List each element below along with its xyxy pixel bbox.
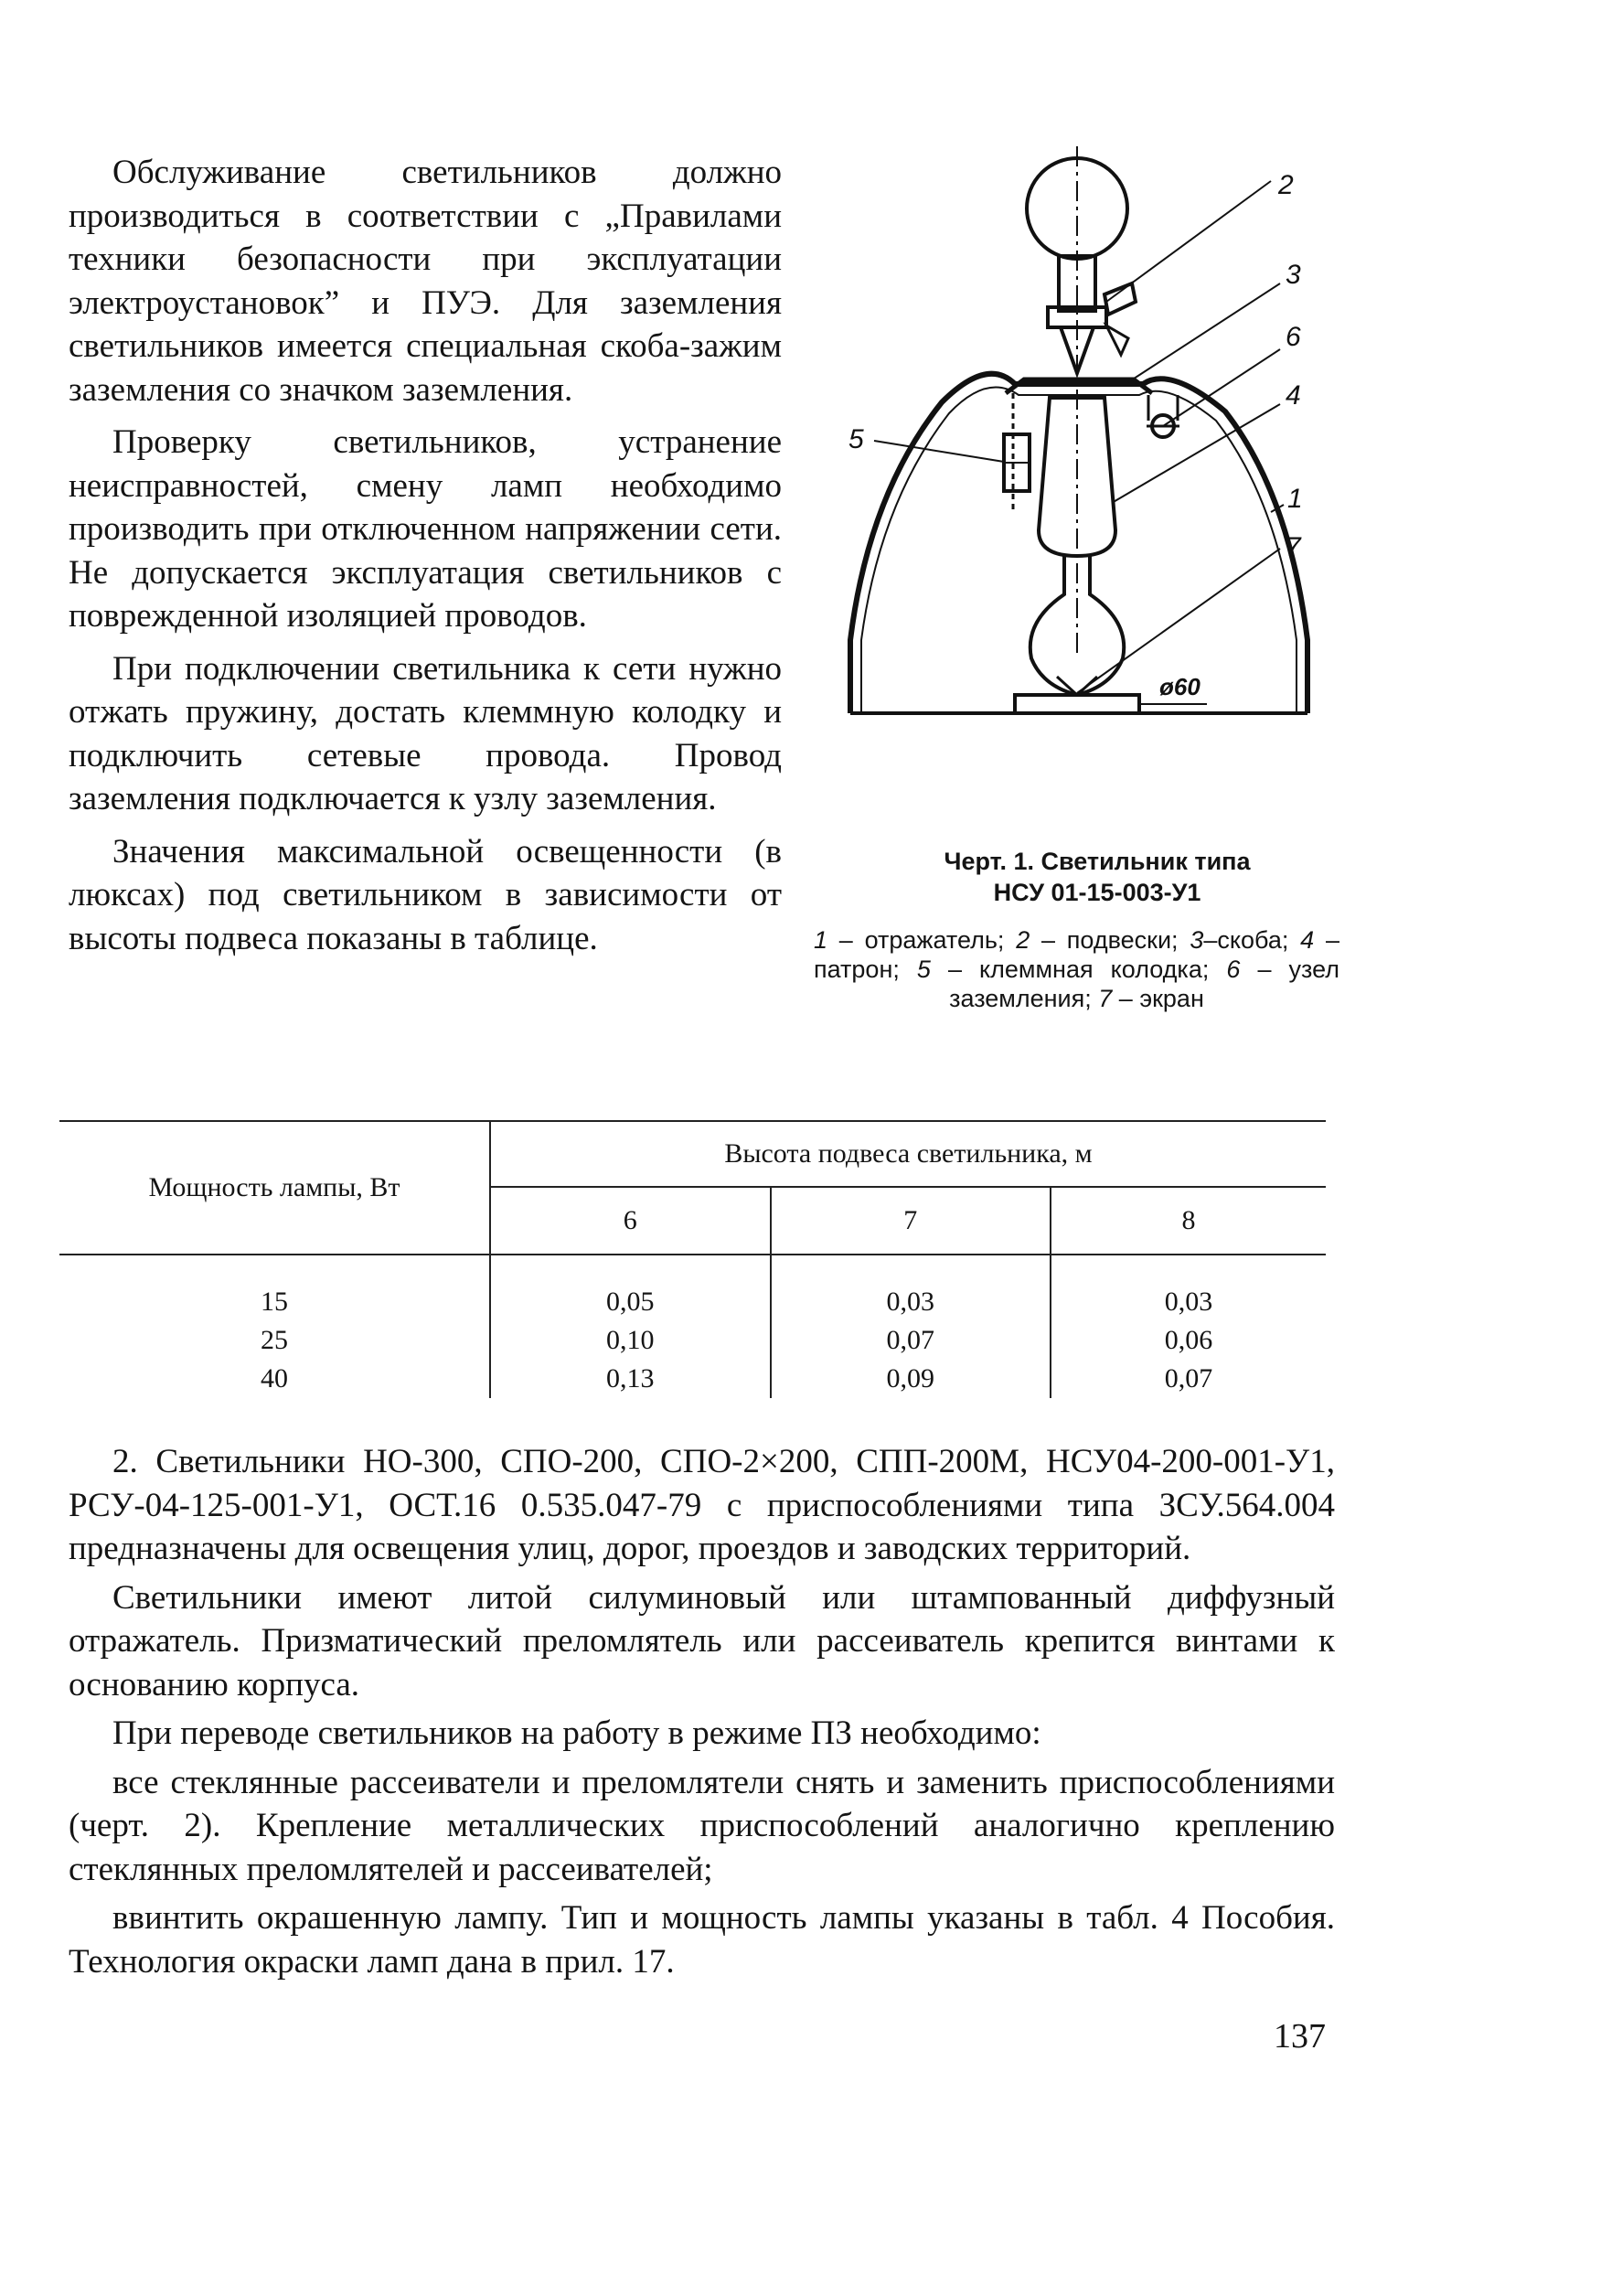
paragraph-painted-lamp: ввинтить окрашенную лампу. Тип и мощность лампы указаны в табл. 4 Пособия. Технология окраски ламп дана в прил. 17. bbox=[69, 1899, 1335, 1981]
legend-text-6: – узел заземления; bbox=[949, 956, 1339, 1012]
illuminance-table bbox=[59, 1120, 1326, 1398]
value-cell: 0,13 bbox=[490, 1360, 771, 1398]
luminaire-svg bbox=[841, 146, 1353, 732]
dimension-label: ø60 bbox=[1159, 673, 1200, 700]
left-text-column bbox=[69, 151, 782, 969]
value-cell: 0,10 bbox=[490, 1321, 771, 1360]
reflector-inner bbox=[861, 388, 1297, 711]
legend-num-2: 2 bbox=[1016, 926, 1030, 954]
bottom-text bbox=[69, 1440, 1335, 1989]
paragraph-reflector: Светильники имеют литой силуминовый или штампованный диффузный отражатель. Призматический преломлятель или рассеиватель крепится винтами к основанию корпуса. bbox=[69, 1578, 1335, 1703]
legend-num-3: 3 bbox=[1190, 926, 1204, 954]
height-header-6: 6 bbox=[490, 1187, 771, 1255]
callout-2: 2 bbox=[1278, 170, 1294, 200]
legend-num-4: 4 bbox=[1300, 926, 1315, 954]
legend-num-5: 5 bbox=[916, 956, 931, 983]
paragraph-maintenance: Обслуживание светильников должно производиться в соответствии с „Правилами техники безопасности при эксплуатации электроустановок” и ПУЭ. Для заземления светильников имеется специальная скоба-зажим заземления со значком заземления. bbox=[69, 154, 782, 409]
leader-2 bbox=[1106, 181, 1271, 302]
callout-5: 5 bbox=[848, 424, 864, 454]
callout-7: 7 bbox=[1286, 532, 1301, 562]
figure-legend bbox=[814, 925, 1339, 1013]
legend-text-7: – экран bbox=[1112, 985, 1204, 1012]
paragraph-connection: При подключении светильника к сети нужно отжать пружину, достать клеммную колодку и подключить сетевые провода. Провод заземления подключается к узлу заземления. bbox=[69, 649, 782, 817]
value-cell: 0,07 bbox=[1051, 1360, 1326, 1398]
legend-text-2: – подвески; bbox=[1030, 926, 1190, 954]
leader-3 bbox=[1128, 283, 1280, 382]
value-cell: 0,03 bbox=[771, 1255, 1051, 1321]
paragraph-pz-mode: При переводе светильников на работу в режиме ПЗ необходимо: bbox=[112, 1714, 1041, 1752]
luminaire-drawing bbox=[841, 146, 1353, 732]
wing-screw-lower bbox=[1106, 326, 1128, 355]
paragraph-illuminance: Значения максимальной освещенности (в люксах) под светильником в зависимости от высоты подвеса показаны в таблице. bbox=[69, 832, 782, 957]
leader-7 bbox=[1077, 549, 1280, 693]
legend-text-5: – клеммная колодка; bbox=[930, 956, 1227, 983]
power-cell: 40 bbox=[261, 1363, 288, 1394]
figure-caption bbox=[814, 846, 1381, 908]
paragraph-luminaires-list: 2. Светильники НО-300, СПО-200, СПО-2×200, СПП-200М, НСУ04-200-001-У1, РСУ-04-125-001-У1, ОСТ.16 0.535.047-79 с приспособлениями типа ЗСУ.564.004 предназначены для освещения улиц, дорог, проездов и заводских территорий. bbox=[69, 1443, 1335, 1567]
callout-3: 3 bbox=[1286, 260, 1301, 290]
power-cell: 15 bbox=[261, 1287, 288, 1317]
legend-text-1: – отражатель; bbox=[827, 926, 1017, 954]
callout-6: 6 bbox=[1286, 322, 1301, 352]
value-cell: 0,06 bbox=[1051, 1321, 1326, 1360]
value-cell: 0,09 bbox=[771, 1360, 1051, 1398]
legend-text-3: –скоба; bbox=[1203, 926, 1301, 954]
power-column-header: Мощность лампы, Вт bbox=[59, 1121, 490, 1255]
table-row bbox=[59, 1360, 1326, 1398]
paragraph-replace-diffusers: все стеклянные рассеиватели и преломлятели снять и заменить приспособлениями (черт. 2). Крепление металлических приспособлений аналогично креплению стеклянных преломлятелей и рассеивателей; bbox=[69, 1763, 1335, 1888]
height-group-header: Высота подвеса светильника, м bbox=[490, 1121, 1326, 1187]
legend-num-6: 6 bbox=[1226, 956, 1241, 983]
legend-num-7: 7 bbox=[1098, 985, 1113, 1012]
height-header-8: 8 bbox=[1051, 1187, 1326, 1255]
value-cell: 0,03 bbox=[1051, 1255, 1326, 1321]
legend-num-1: 1 bbox=[814, 926, 828, 954]
reflector-icon bbox=[850, 374, 1307, 713]
page-number: 137 bbox=[1274, 2017, 1326, 2056]
height-header-7: 7 bbox=[771, 1187, 1051, 1255]
legend-text-4: – патрон; bbox=[814, 926, 1339, 983]
callout-4: 4 bbox=[1286, 380, 1301, 411]
leader-5 bbox=[874, 441, 1004, 462]
value-cell: 0,07 bbox=[771, 1321, 1051, 1360]
paragraph-inspection: Проверку светильников, устранение неисправностей, смену ламп необходимо производить при отключенном напряжении сети. Не допускается эксплуатация светильников с поврежденной изоляцией проводов. bbox=[69, 423, 782, 635]
screen-icon bbox=[1015, 695, 1139, 713]
caption-line-2: НСУ 01-15-003-У1 bbox=[993, 879, 1201, 906]
table-row bbox=[59, 1255, 1326, 1321]
value-cell: 0,05 bbox=[490, 1255, 771, 1321]
callout-1: 1 bbox=[1287, 484, 1303, 514]
caption-line-1: Черт. 1. Светильник типа bbox=[944, 848, 1251, 875]
power-cell: 25 bbox=[261, 1325, 288, 1355]
table-row bbox=[59, 1321, 1326, 1360]
